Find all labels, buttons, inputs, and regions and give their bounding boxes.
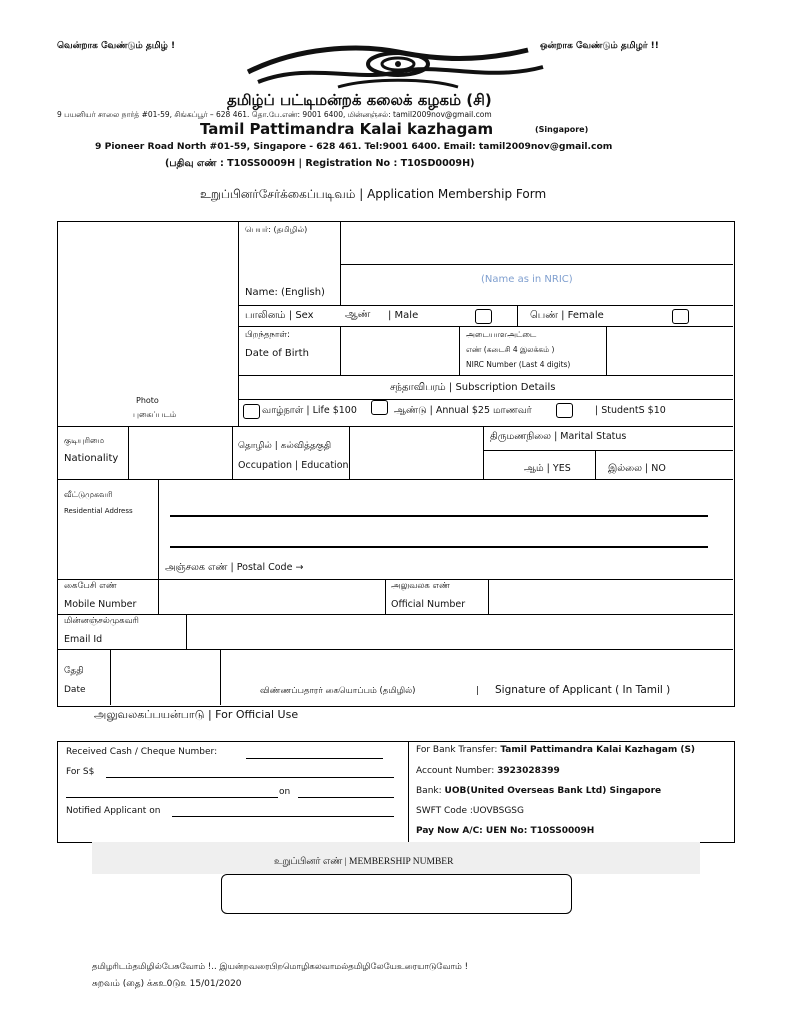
footer-date: சுறவம் (தை) க்கஉ0டு௨ 15/01/2020: [92, 979, 242, 989]
address-label: Residential Address: [64, 507, 133, 515]
address-line-2[interactable]: [170, 546, 708, 548]
student-checkbox[interactable]: [556, 403, 573, 418]
marital-status-label: திருமணநிலை | Marital Status: [490, 431, 627, 442]
photo-label: Photo: [136, 396, 159, 405]
signature-label-tamil: விண்ணப்பதாரர் கையொப்பம் (தமிழில்): [260, 686, 416, 696]
annual-label: ஆண்டு | Annual $25 மாணவர்: [394, 405, 532, 416]
official-number-label-tamil: அலுவலக எண்: [391, 581, 450, 591]
membership-number-field[interactable]: [221, 874, 572, 914]
mobile-field[interactable]: [159, 580, 385, 614]
org-name-suffix: (Singapore): [535, 125, 589, 134]
date-field[interactable]: [111, 650, 220, 705]
occupation-label: Occupation | Education: [238, 460, 349, 471]
registration-number: (பதிவு எண் : T10SS0009H | Registration No : T10SD0009H): [165, 158, 475, 169]
name-tamil-field[interactable]: [341, 222, 733, 264]
annual-checkbox[interactable]: [371, 400, 388, 415]
received-label: Received Cash / Cheque Number:: [66, 747, 218, 757]
male-checkbox[interactable]: [475, 309, 492, 324]
email-field[interactable]: [187, 615, 733, 649]
signature-field[interactable]: [221, 650, 733, 682]
marital-yes-option[interactable]: ஆம் | YES: [524, 463, 571, 474]
motto-left: வென்றாக வேண்டும் தமிழ் !: [57, 41, 176, 51]
address-tamil: 9 பயனியர் சாலை நார்த் #01-59, சிங்கப்பூர் – 628 461. தொ.பே.எண்: 9001 6400, மின்னஞ்சல்: tamil2009nov@gmail.com: [57, 110, 492, 119]
dob-label-tamil: பிறந்தநாள்:: [245, 330, 290, 340]
dob-label: Date of Birth: [245, 348, 309, 359]
marital-no-option[interactable]: இல்லை | NO: [608, 463, 666, 474]
motto-right: ஒன்றாக வேண்டும் தமிழர் !!: [540, 41, 659, 51]
signature-separator: |: [476, 686, 480, 696]
swift-code: SWFT Code :UOVBSGSG: [416, 806, 524, 816]
notified-label: Notified Applicant on: [66, 806, 161, 816]
bank-transfer-label: For Bank Transfer:: [416, 745, 498, 755]
membership-number-label: உறுப்பினர் எண் | MEMBERSHIP NUMBER: [274, 857, 454, 867]
email-label-tamil: மின்னஞ்சல்முகவரி: [64, 616, 139, 626]
date-label: Date: [64, 685, 86, 695]
life-label: வாழ்நாள் | Life $100: [262, 405, 357, 416]
official-number-label: Official Number: [391, 599, 466, 610]
dob-field[interactable]: [341, 327, 459, 375]
nric-field[interactable]: [607, 327, 733, 375]
life-checkbox[interactable]: [243, 404, 260, 419]
for-sgd-label: For S$: [66, 767, 95, 777]
occupation-label-tamil: தொழில் | கல்வித்தகுதி: [238, 441, 332, 451]
name-english-field[interactable]: [341, 265, 733, 305]
name-tamil-label: பெயர்: (தமிழில்): [245, 225, 308, 234]
received-number-line[interactable]: [246, 758, 383, 759]
account-value: 3923028399: [497, 766, 560, 776]
address-line-1[interactable]: [170, 515, 708, 517]
nric-label: NIRC Number (Last 4 digits): [466, 360, 571, 369]
bank-value: UOB(United Overseas Bank Ltd) Singapore: [444, 786, 662, 796]
email-label: Email Id: [64, 634, 103, 645]
payment-date-line[interactable]: [298, 797, 394, 798]
name-english-label: Name: (English): [245, 287, 325, 298]
nric-label-tamil-1: அடையாளஅட்டை: [466, 330, 537, 339]
mobile-label: Mobile Number: [64, 599, 137, 610]
official-use-title: அலுவலகப்பயன்பாடு | For Official Use: [94, 708, 299, 721]
payment-detail-line[interactable]: [66, 797, 278, 798]
male-label: | Male: [388, 310, 419, 321]
address-label-tamil: வீட்டுமுகவரி: [64, 490, 113, 499]
account-label: Account Number:: [416, 766, 495, 776]
mobile-label-tamil: கைபேசி எண்: [64, 581, 117, 591]
bank-transfer-row: [416, 745, 695, 755]
official-number-field[interactable]: [489, 580, 733, 614]
nationality-label: Nationality: [64, 453, 119, 464]
occupation-field[interactable]: [350, 427, 483, 479]
female-label: பெண் | Female: [530, 310, 604, 321]
sex-label: பாலினம் | Sex: [245, 310, 314, 321]
org-name-tamil: தமிழ்ப் பட்டிமன்றக் கலைக் கழகம் (சி): [227, 91, 492, 109]
date-label-tamil: தேதி: [64, 666, 84, 676]
footer-motto: தமிழரிடம்தமிழில்பேசுவோம் !.. இயன்றவரைபிறமொழிகலவாமல்தமிழிலேயேஉரையாடுவோம் !: [92, 962, 468, 972]
subscription-header: சந்தாவிபரம் | Subscription Details: [390, 382, 556, 393]
paynow-info: Pay Now A/C: UEN No: T10SS0009H: [416, 826, 595, 836]
female-checkbox[interactable]: [672, 309, 689, 324]
bank-label: Bank:: [416, 786, 442, 796]
nationality-field[interactable]: [129, 427, 232, 479]
notified-date-line[interactable]: [172, 816, 394, 817]
name-nric-hint: (Name as in NRIC): [481, 274, 573, 285]
postal-code-label: அஞ்சலக எண் | Postal Code →: [165, 562, 304, 573]
account-row: [416, 766, 560, 776]
bank-transfer-value: Tamil Pattimandra Kalai Kazhagam (S): [500, 745, 696, 755]
swirl-logo-icon: [238, 42, 558, 92]
form-title: உறுப்பினர்சேர்க்கைப்படிவம் | Application Membership Form: [200, 187, 547, 201]
student-label: | StudentS $10: [595, 405, 666, 416]
photo-box[interactable]: [58, 222, 238, 426]
photo-label-tamil: புகைப்படம்: [133, 410, 177, 419]
male-label-tamil: ஆண்: [345, 309, 371, 320]
bank-row: [416, 786, 661, 796]
nric-label-tamil-2: எண் (கடைசி 4 இலக்கம் ): [466, 345, 555, 354]
org-name-english: Tamil Pattimandra Kalai kazhagam: [200, 120, 494, 138]
amount-line[interactable]: [106, 777, 394, 778]
on-label: on: [279, 787, 291, 797]
signature-label: Signature of Applicant ( In Tamil ): [495, 684, 671, 696]
nationality-label-tamil: குடியுரிமை: [64, 436, 105, 445]
address-english: 9 Pioneer Road North #01-59, Singapore - 628 461. Tel:9001 6400. Email: tamil2009nov@gmail.com: [95, 141, 613, 152]
